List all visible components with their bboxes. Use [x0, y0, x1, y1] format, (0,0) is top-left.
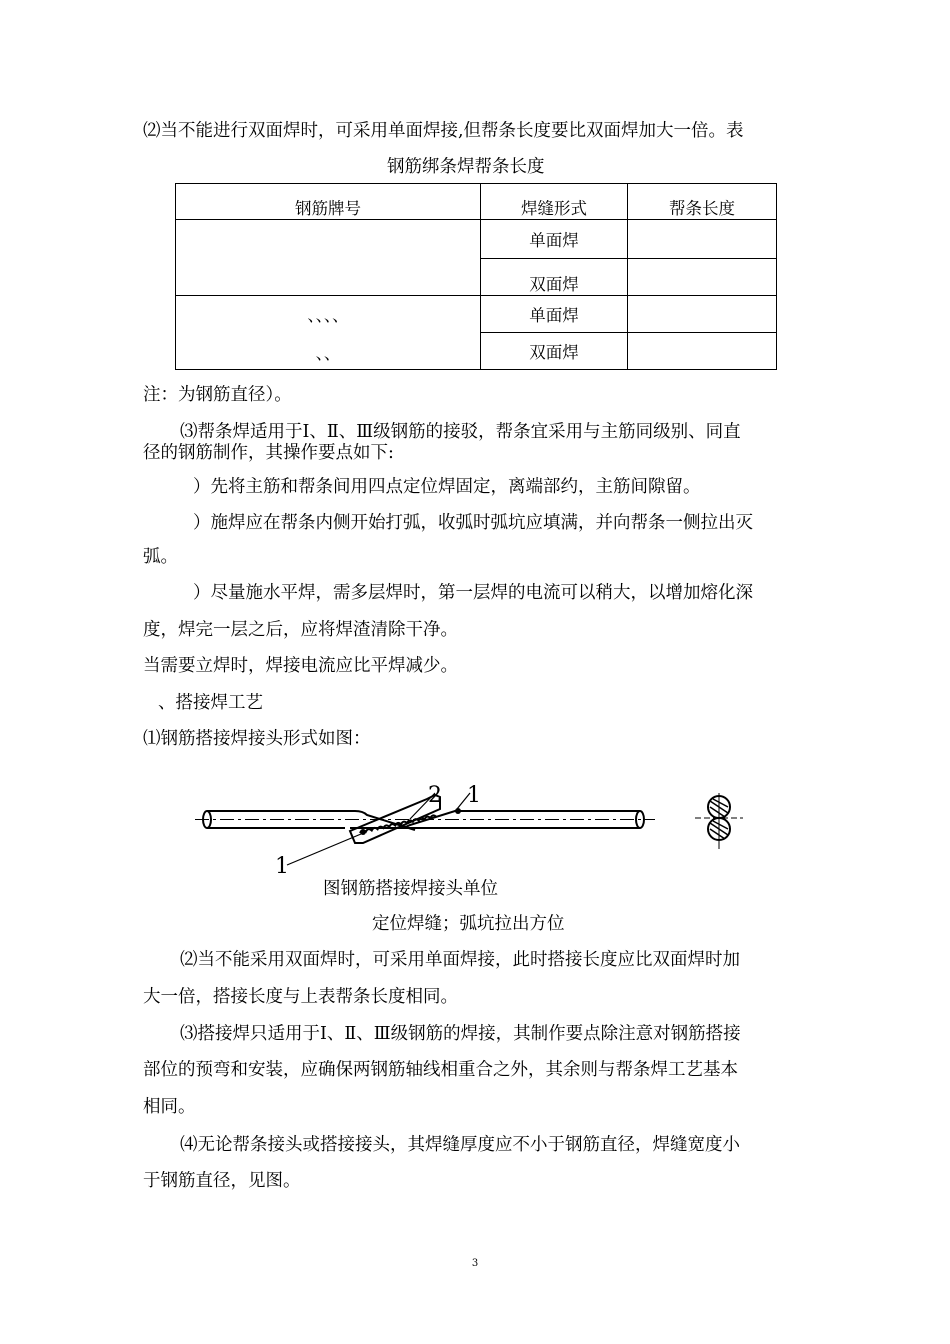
tack-weld-point [455, 808, 461, 814]
table-header-splice-length: 帮条长度 [628, 184, 777, 220]
lap-weld-item-1: ⑴钢筋搭接焊接头形式如图： [143, 729, 371, 749]
table-cell-grade-group1 [176, 220, 481, 296]
section-heading-lap-weld: 、搭接焊工艺 [158, 693, 263, 713]
leader-line [287, 834, 361, 865]
table-cell-weld-type: 双面焊 [481, 259, 628, 296]
grade-line-2: 、、 [315, 343, 341, 363]
table-cell-length [628, 259, 777, 296]
step-3-line1: ）尽量施水平焊，需多层焊时，第一层焊的电流可以稍大，以增加熔化深 [193, 583, 753, 603]
figure-caption: 图钢筋搭接焊接头单位 [323, 879, 498, 899]
paragraph-single-side-weld: ⑵当不能进行双面焊时，可采用单面焊接,但帮条长度要比双面焊加大一倍。表 [143, 121, 744, 141]
step-3-line2: 度，焊完一层之后，应将焊渣清除干净。 [143, 620, 458, 640]
table-header-weld-type: 焊缝形式 [481, 184, 628, 220]
table-header-grade: 钢筋牌号 [176, 184, 481, 220]
vertical-weld-note: 当需要立焊时，焊接电流应比平焊减少。 [143, 656, 458, 676]
splice-bar-length-table [175, 183, 777, 370]
step-2-line2: 弧。 [143, 547, 178, 567]
lap-weld-item-4-line1: ⑷无论帮条接头或搭接接头，其焊缝厚度应不小于钢筋直径，焊缝宽度小 [180, 1135, 740, 1155]
label-1-bottom: 1 [275, 854, 289, 879]
note: 注：为钢筋直径）。 [143, 385, 292, 405]
lap-weld-item-3-line3: 相同。 [143, 1097, 196, 1117]
table-cell-length [628, 296, 777, 333]
table-cell-length [628, 333, 777, 370]
paragraph-splice-weld-line2: 径的钢筋制作，其操作要点如下: [143, 443, 394, 463]
figure-caption-legend: 定位焊缝；弧坑拉出方位 [372, 914, 565, 934]
lap-weld-joint-figure [195, 785, 755, 880]
table-cell-length [628, 220, 777, 259]
lap-weld-item-3-line1: ⑶搭接焊只适用于Ⅰ、Ⅱ、Ⅲ级钢筋的焊接，其制作要点除注意对钢筋搭接 [180, 1024, 741, 1044]
lap-weld-item-3-line2: 部位的预弯和安装，应确保两钢筋轴线相重合之外，其余则与帮条焊工艺基本 [143, 1060, 738, 1080]
table-cell-grade-group2 [176, 296, 481, 370]
lap-weld-item-2-line2: 大一倍，搭接长度与上表帮条长度相同。 [143, 987, 458, 1007]
label-2: 2 [428, 785, 442, 808]
lap-weld-item-2-line1: ⑵当不能采用双面焊时，可采用单面焊接，此时搭接长度应比双面焊时加 [180, 950, 740, 970]
table-cell-weld-type: 双面焊 [481, 333, 628, 370]
grade-line-1: 、、、、 [307, 305, 349, 325]
step-2-line1: ）施焊应在帮条内侧开始打弧，收弧时弧坑应填满，并向帮条一侧拉出灭 [193, 513, 753, 533]
lap-weld-item-4-line2: 于钢筋直径，见图。 [143, 1171, 301, 1191]
cross-section-icon [695, 793, 743, 849]
table-cell-weld-type: 单面焊 [481, 296, 628, 333]
label-1-top: 1 [467, 785, 481, 808]
paragraph-splice-weld-line1: ⑶帮条焊适用于Ⅰ、Ⅱ、Ⅲ级钢筋的接驳，帮条宜采用与主筋同级别、同直 [180, 422, 741, 442]
table-title: 钢筋绑条焊帮条长度 [387, 157, 545, 177]
page-number: 3 [471, 1258, 479, 1269]
table-cell-weld-type: 单面焊 [481, 220, 628, 259]
step-1: ）先将主筋和帮条间用四点定位焊固定，离端部约，主筋间隙留。 [193, 477, 701, 497]
